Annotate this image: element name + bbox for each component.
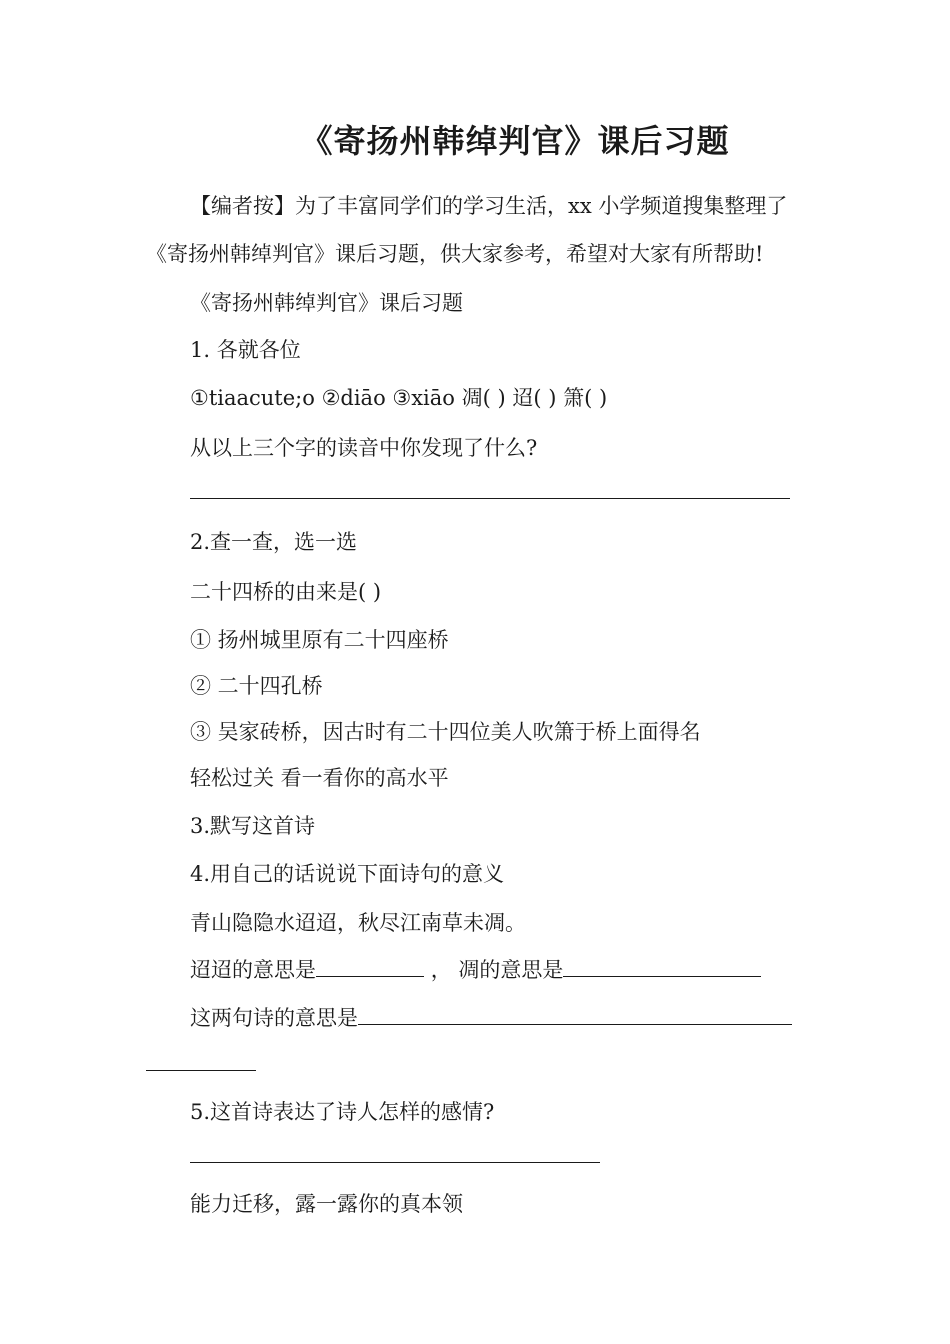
section-heading: 轻松过关 看一看你的高水平 (190, 766, 449, 790)
q1-question: 从以上三个字的读音中你发现了什么? (190, 436, 538, 460)
q4-blank2-label: 凋的意思是 (458, 958, 564, 982)
q1-answer-line[interactable] (190, 498, 790, 499)
q1-heading: 1. 各就各位 (190, 338, 301, 362)
q4-blank1-label: 迢迢的意思是 (190, 958, 316, 982)
q4-blank3-label: 这两句诗的意思是 (190, 1006, 358, 1030)
q4-verse: 青山隐隐水迢迢，秋尽江南草未凋。 (190, 911, 526, 935)
subtitle: 《寄扬州韩绰判官》课后习题 (190, 291, 463, 315)
intro-line-1: 【编者按】为了丰富同学们的学习生活，xx 小学频道搜集整理了 (190, 194, 788, 218)
q4-blank1[interactable] (316, 956, 424, 977)
q1-pinyin: ①tiaacute;o ②diāo ③xiāo 凋( ) 迢( ) 箫( ) (190, 386, 608, 410)
q2-heading: 2.查一查，选一选 (190, 530, 358, 554)
page-title: 《寄扬州韩绰判官》课后习题 (300, 122, 730, 160)
footer-section: 能力迁移，露一露你的真本领 (190, 1192, 463, 1216)
q2-option-1: ① 扬州城里原有二十四座桥 (190, 628, 449, 652)
q4-blank2[interactable] (563, 956, 761, 977)
q3-heading: 3.默写这首诗 (190, 814, 316, 838)
q4-blank-row (190, 954, 761, 984)
q5-heading: 5.这首诗表达了诗人怎样的感情? (190, 1100, 495, 1124)
q4-meaning-row (190, 1002, 792, 1032)
q5-answer-line[interactable] (190, 1162, 600, 1163)
q2-option-3: ③ 吴家砖桥，因古时有二十四位美人吹箫于桥上面得名 (190, 720, 701, 744)
q2-question: 二十四桥的由来是( ) (190, 580, 382, 604)
q4-heading: 4.用自己的话说说下面诗句的意义 (190, 862, 505, 886)
q4-separator: ， (430, 958, 452, 982)
intro-line-2: 《寄扬州韩绰判官》课后习题，供大家参考，希望对大家有所帮助! (146, 242, 764, 266)
q4-blank3-continuation[interactable] (146, 1070, 256, 1071)
q4-blank3[interactable] (358, 1004, 792, 1025)
q2-option-2: ② 二十四孔桥 (190, 674, 323, 698)
